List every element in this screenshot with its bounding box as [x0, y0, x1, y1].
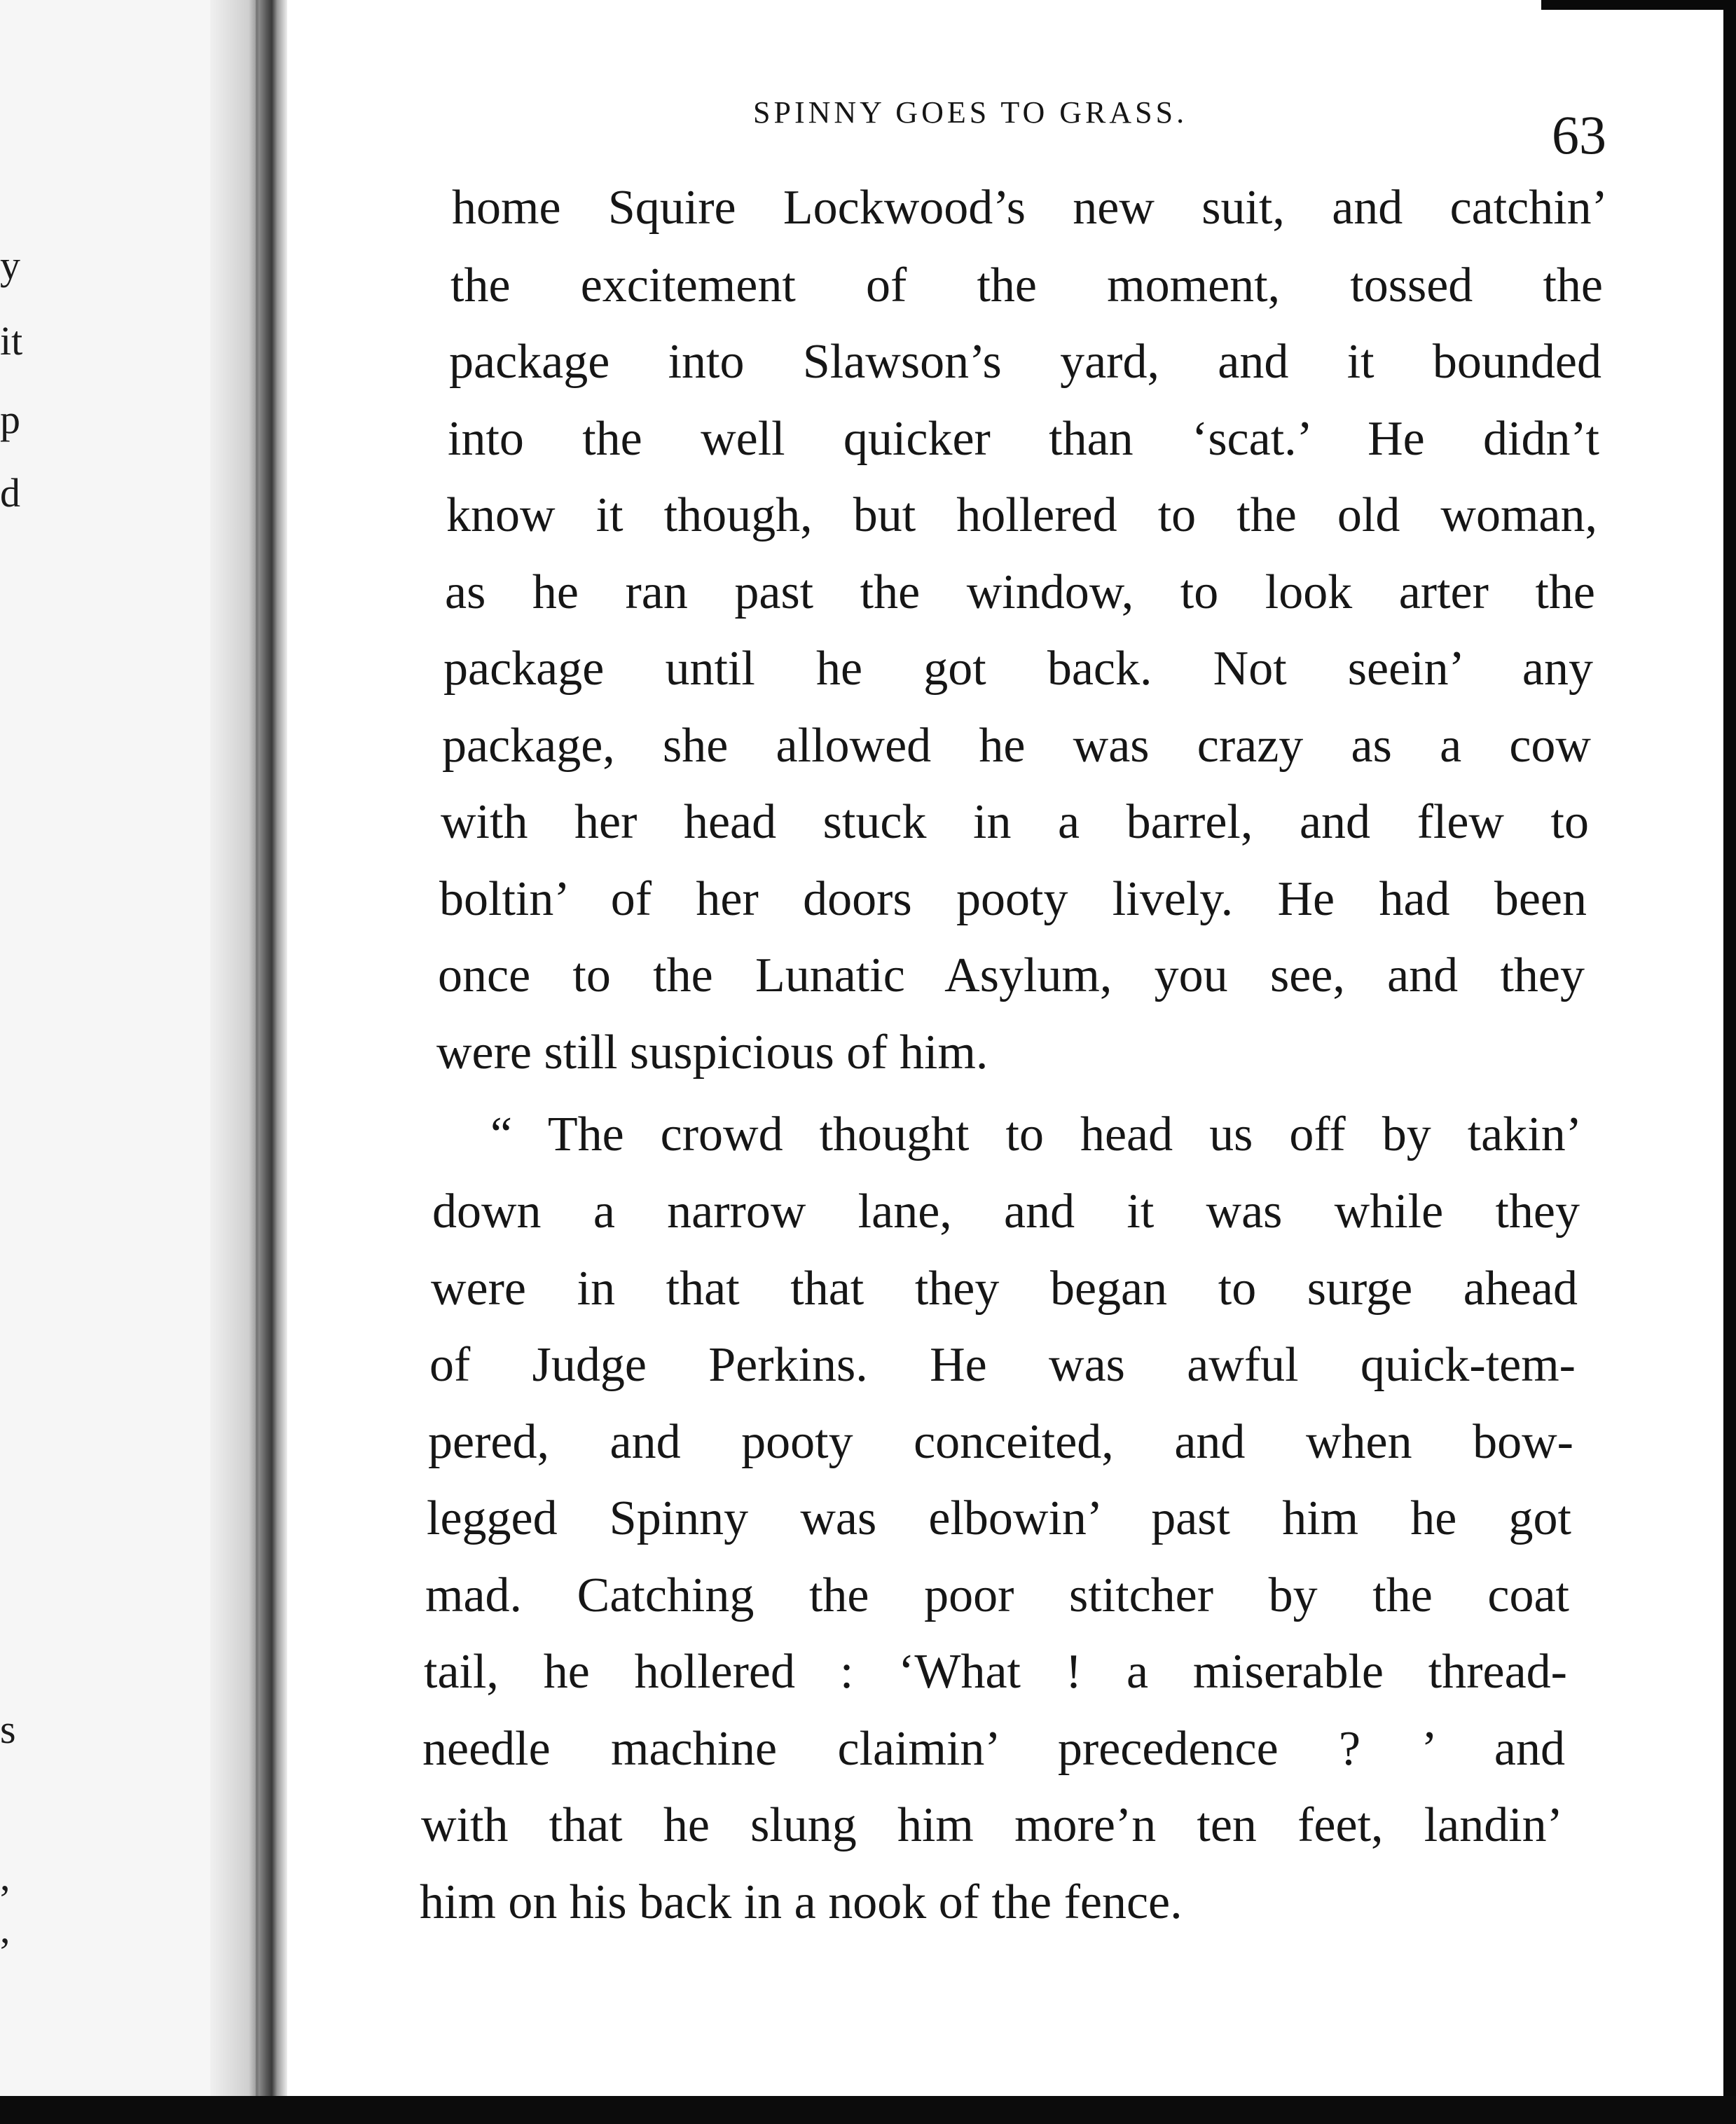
text-line: of Judge Perkins. He was awful quick-tem- — [429, 1338, 1576, 1392]
book-gutter — [210, 0, 287, 2124]
text-line: boltin’ of her doors pooty lively. He had been — [439, 872, 1587, 926]
left-page-fragment: , — [0, 1854, 11, 1899]
text-line: mad. Catching the poor stitcher by the coat — [425, 1568, 1569, 1622]
text-line: tail, he hollered : ‘What ! a miserable thread- — [424, 1645, 1567, 1699]
left-page-fragment: s — [0, 1706, 16, 1752]
text-line: were in that that they began to surge ahead — [431, 1262, 1578, 1316]
text-line: home Squire Lockwood’s new suit, and catchin’ — [452, 181, 1608, 235]
left-page-fragment: , — [0, 1906, 11, 1952]
scan-edge-bottom — [0, 2096, 1736, 2124]
text-line: legged Spinny was elbowin’ past him he got — [427, 1491, 1571, 1545]
scan-edge-top — [1541, 0, 1736, 10]
text-line: needle machine claimin’ precedence ? ’ and — [422, 1722, 1565, 1776]
page-number: 63 — [1552, 104, 1606, 165]
text-line: were still suspicious of him. — [436, 1026, 988, 1080]
text-line: as he ran past the window, to look arter the — [445, 565, 1595, 619]
text-line: once to the Lunatic Asylum, you see, and they — [438, 949, 1585, 1002]
text-line: package into Slawson’s yard, and it bounded — [449, 335, 1601, 389]
text-line: down a narrow lane, and it was while they — [432, 1185, 1580, 1239]
left-page-fragment: y — [0, 242, 20, 288]
left-page-fragment: d — [0, 470, 20, 516]
text-line: package, she allowed he was crazy as a cow — [442, 719, 1591, 773]
running-title: SPINNY GOES TO GRASS. — [753, 95, 1188, 130]
left-page-fragment: p — [0, 396, 20, 442]
facing-page-left — [0, 0, 210, 2124]
text-line: into the well quicker than ‘scat.’ He didn’t — [448, 412, 1599, 466]
text-line: package until he got back. Not seein’ any — [443, 642, 1593, 696]
text-line: the excitement of the moment, tossed the — [450, 258, 1603, 312]
left-page-fragment: it — [0, 318, 23, 364]
text-line: him on his back in a nook of the fence. — [420, 1875, 1183, 1929]
binding-shadow — [256, 0, 259, 2124]
scan-edge-right — [1723, 0, 1736, 2124]
text-line: with her head stuck in a barrel, and flew to — [441, 795, 1589, 849]
text-line: “ The crowd thought to head us off by takin’ — [490, 1108, 1582, 1161]
text-line: pered, and pooty conceited, and when bow- — [428, 1415, 1573, 1469]
text-line: know it though, but hollered to the old woman, — [446, 488, 1597, 542]
text-line: with that he slung him more’n ten feet, landin’ — [421, 1798, 1563, 1852]
